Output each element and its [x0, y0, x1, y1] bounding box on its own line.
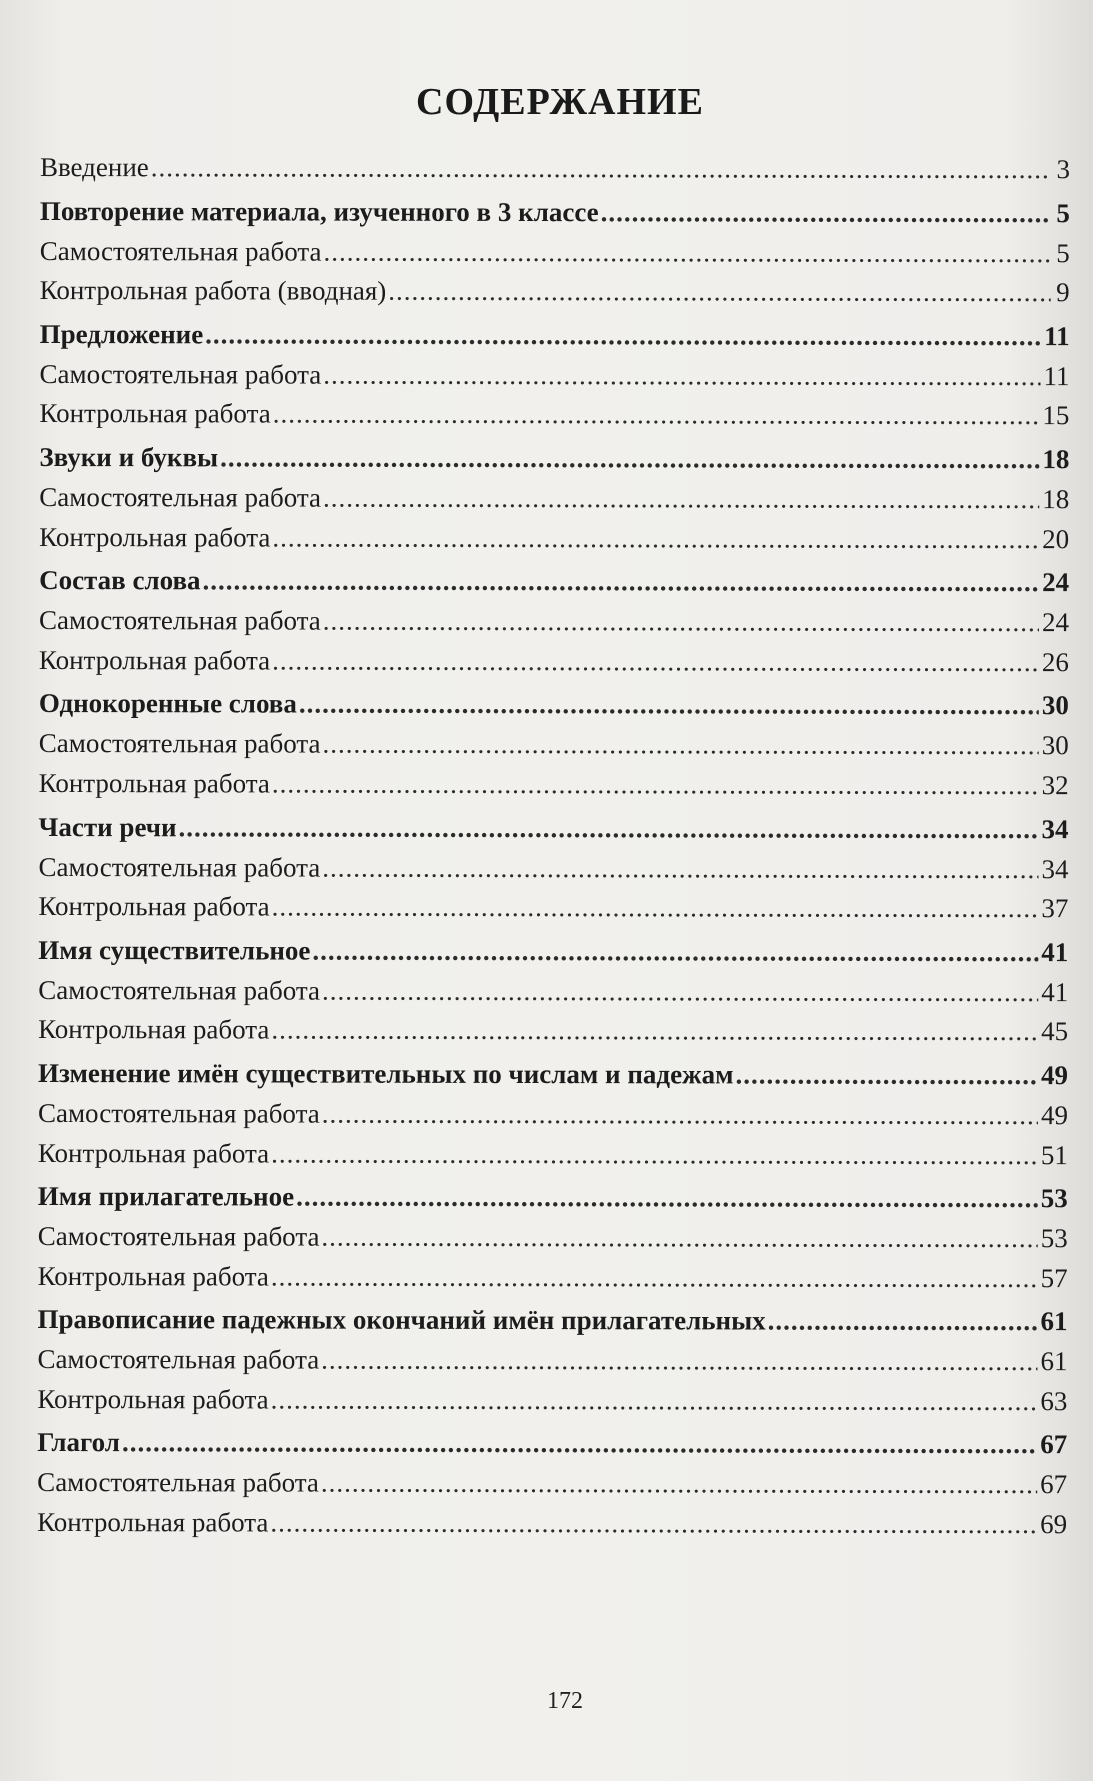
- dot-leader: [323, 479, 1039, 520]
- toc-page-number: 11: [1043, 360, 1070, 391]
- toc-entry-title: Контрольная работа: [37, 1507, 269, 1538]
- toc-section-row: [39, 437, 1069, 480]
- table-of-contents: [37, 148, 1070, 1545]
- toc-item-row: [39, 394, 1069, 436]
- page-number: 172: [547, 1688, 583, 1714]
- dot-leader: [323, 355, 1040, 396]
- toc-item-row: [38, 1133, 1068, 1175]
- toc-entry-title: Контрольная работа: [38, 644, 271, 676]
- dot-leader: [270, 1504, 1037, 1545]
- toc-section-row: [40, 191, 1070, 234]
- toc-entry-title: Контрольная работа: [38, 767, 270, 799]
- toc-item-row: [38, 1217, 1068, 1259]
- toc-item-row: [38, 848, 1068, 890]
- toc-item-row: [39, 764, 1069, 806]
- dot-leader: [122, 1423, 1037, 1466]
- toc-item-row: [37, 1380, 1067, 1422]
- toc-page-number: 34: [1041, 853, 1069, 884]
- toc-page-number: 15: [1042, 400, 1070, 431]
- dot-leader: [601, 192, 1051, 234]
- toc-page-number: 49: [1041, 1060, 1069, 1091]
- toc-item-row: [38, 1094, 1068, 1136]
- toc-item-row: [37, 1463, 1067, 1505]
- dot-leader: [312, 930, 1038, 973]
- toc-section-row: [40, 148, 1070, 190]
- dot-leader: [151, 148, 1051, 189]
- toc-page-number: 18: [1042, 484, 1070, 515]
- toc-entry-title: Части речи: [38, 811, 177, 842]
- toc-section-row: [39, 560, 1069, 603]
- dot-leader: [272, 764, 1039, 805]
- toc-page-number: 49: [1040, 1100, 1069, 1131]
- toc-entry-title: Состав слова: [39, 565, 201, 596]
- dot-leader: [736, 1054, 1039, 1096]
- toc-entry-title: Изменение имён существительных по числам и падежам: [38, 1057, 734, 1090]
- dot-leader: [205, 314, 1041, 357]
- toc-page-number: 5: [1056, 237, 1070, 268]
- toc-entry-title: Самостоятельная работа: [38, 728, 321, 759]
- dot-leader: [296, 1177, 1038, 1220]
- toc-page-number: 30: [1041, 730, 1069, 761]
- toc-section-row: [37, 1422, 1067, 1465]
- toc-entry-title: Контрольная работа: [37, 1137, 270, 1168]
- toc-page-number: 69: [1040, 1509, 1068, 1540]
- toc-item-row: [39, 478, 1069, 520]
- toc-entry-title: Самостоятельная работа: [38, 974, 321, 1006]
- toc-page-number: 34: [1041, 813, 1069, 844]
- dot-leader: [271, 1011, 1038, 1052]
- toc-item-row: [37, 1503, 1067, 1545]
- dot-leader: [271, 1134, 1038, 1175]
- dot-leader: [322, 971, 1038, 1012]
- toc-page-number: 61: [1040, 1346, 1068, 1377]
- dot-leader: [179, 807, 1039, 850]
- dot-leader: [220, 437, 1039, 480]
- toc-page-number: 57: [1040, 1262, 1068, 1293]
- toc-entry-title: Глагол: [37, 1427, 120, 1458]
- toc-section-row: [38, 1299, 1068, 1342]
- toc-page-number: 45: [1041, 1016, 1069, 1047]
- toc-entry-title: Предложение: [39, 318, 204, 350]
- toc-page-number: 20: [1042, 523, 1070, 554]
- toc-entry-title: Контрольная работа: [38, 1014, 270, 1045]
- toc-page-number: 53: [1040, 1223, 1068, 1254]
- toc-section-row: [39, 683, 1069, 726]
- toc-section-row: [39, 807, 1069, 850]
- toc-item-row: [37, 1340, 1067, 1382]
- dot-leader: [323, 602, 1039, 643]
- toc-entry-title: Самостоятельная работа: [39, 358, 322, 390]
- toc-entry-title: Контрольная работа: [39, 521, 271, 553]
- toc-item-row: [39, 724, 1069, 766]
- toc-page-number: 51: [1040, 1139, 1068, 1170]
- toc-page-number: 5: [1056, 197, 1070, 228]
- toc-item-row: [39, 601, 1069, 643]
- toc-entry-title: Самостоятельная работа: [38, 851, 321, 883]
- toc-page-number: 3: [1056, 154, 1070, 185]
- toc-entry-title: Контрольная работа: [38, 891, 270, 922]
- toc-item-row: [40, 271, 1070, 313]
- dot-leader: [271, 1380, 1038, 1421]
- toc-page-number: 24: [1042, 567, 1070, 598]
- toc-entry-title: Имя прилагательное: [37, 1181, 295, 1212]
- toc-item-row: [39, 355, 1069, 397]
- toc-page-number: 24: [1041, 607, 1070, 638]
- dot-leader: [321, 1464, 1037, 1505]
- toc-page-number: 37: [1041, 893, 1069, 924]
- toc-entry-title: Контрольная работа (вводная): [39, 275, 387, 306]
- toc-entry-title: Самостоятельная работа: [39, 235, 322, 267]
- toc-item-row: [39, 518, 1069, 560]
- toc-page-number: 67: [1040, 1429, 1068, 1460]
- toc-entry-title: Однокоренные слова: [38, 688, 297, 719]
- toc-page-number: 63: [1040, 1385, 1068, 1417]
- dot-leader: [272, 641, 1039, 682]
- toc-section-row: [38, 1053, 1068, 1096]
- dot-leader: [768, 1301, 1038, 1343]
- toc-item-row: [39, 641, 1069, 683]
- dot-leader: [272, 518, 1039, 559]
- dot-leader: [272, 888, 1039, 929]
- toc-entry-title: Повторение материала, изученного в 3 классе: [39, 195, 599, 227]
- toc-item-row: [40, 232, 1070, 274]
- toc-page-number: 41: [1041, 936, 1069, 967]
- toc-entry-title: Самостоятельная работа: [37, 1467, 319, 1499]
- dot-leader: [203, 560, 1040, 603]
- toc-page-number: 67: [1040, 1469, 1068, 1500]
- toc-page-number: 61: [1040, 1306, 1068, 1337]
- toc-entry-title: Самостоятельная работа: [38, 605, 321, 636]
- toc-page-number: 30: [1041, 690, 1069, 721]
- toc-section-row: [38, 930, 1068, 973]
- dot-leader: [273, 395, 1040, 436]
- toc-page-number: 53: [1040, 1183, 1068, 1214]
- toc-page-number: 26: [1041, 646, 1069, 677]
- toc-entry-title: Звуки и буквы: [39, 441, 219, 473]
- toc-item-row: [38, 887, 1068, 929]
- toc-entry-title: Контрольная работа: [39, 398, 271, 429]
- toc-entry-title: Самостоятельная работа: [37, 1221, 320, 1252]
- dot-leader: [388, 272, 1050, 313]
- toc-page-number: 41: [1041, 976, 1069, 1007]
- toc-item-row: [38, 1257, 1068, 1299]
- toc-section-row: [38, 1176, 1068, 1219]
- toc-entry-title: Самостоятельная работа: [37, 1344, 320, 1375]
- toc-item-row: [38, 971, 1068, 1013]
- toc-entry-title: Введение: [39, 151, 149, 183]
- toc-section-row: [40, 314, 1070, 357]
- toc-page-number: 32: [1041, 770, 1069, 801]
- dot-leader: [322, 725, 1038, 766]
- dot-leader: [299, 684, 1039, 727]
- toc-entry-title: Самостоятельная работа: [37, 1097, 320, 1129]
- dot-leader: [321, 1341, 1037, 1382]
- dot-leader: [322, 1094, 1038, 1135]
- page-title: СОДЕРЖАНИЕ: [416, 81, 704, 123]
- toc-entry-title: Правописание падежных окончаний имён прилагательных: [37, 1304, 766, 1336]
- dot-leader: [323, 232, 1050, 273]
- dot-leader: [271, 1257, 1038, 1298]
- toc-item-row: [38, 1010, 1068, 1052]
- dot-leader: [322, 848, 1038, 889]
- toc-entry-title: Самостоятельная работа: [39, 481, 322, 513]
- toc-entry-title: Контрольная работа: [37, 1383, 269, 1415]
- toc-entry-title: Контрольная работа: [37, 1260, 269, 1292]
- toc-entry-title: Имя существительное: [38, 934, 311, 966]
- toc-page-number: 9: [1056, 277, 1070, 308]
- toc-page-number: 11: [1044, 320, 1070, 351]
- dot-leader: [321, 1218, 1037, 1259]
- toc-page-number: 18: [1042, 444, 1070, 475]
